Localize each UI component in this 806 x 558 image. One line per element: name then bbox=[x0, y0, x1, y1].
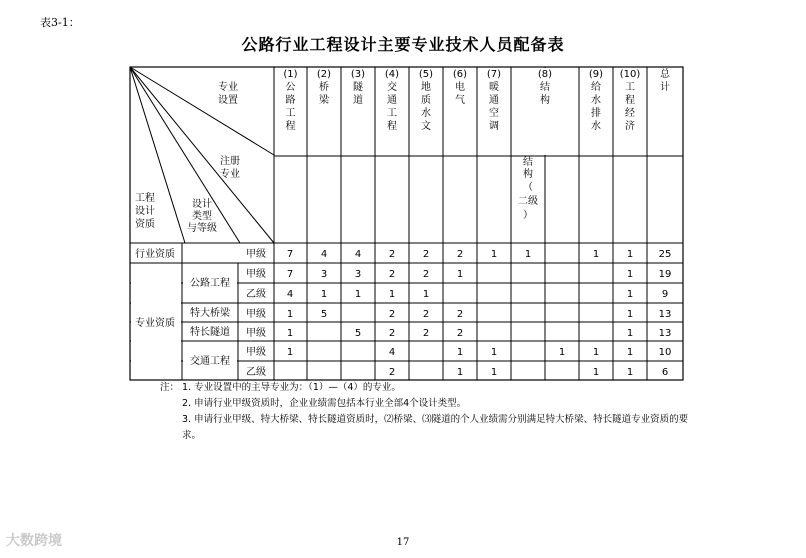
column-header-4: 程 bbox=[387, 121, 397, 132]
column-header-9: 给 bbox=[591, 82, 601, 93]
column-header-7: 调 bbox=[489, 121, 499, 132]
column-number: (10) bbox=[619, 69, 641, 80]
major-setting-label: 设置 bbox=[218, 95, 238, 106]
qualification-label: 资质 bbox=[135, 219, 155, 230]
table-cell: 1 bbox=[626, 289, 634, 300]
sub-label-bridge: 特大桥梁 bbox=[190, 308, 230, 319]
column-header-5: 水 bbox=[421, 108, 431, 119]
page-number: 17 bbox=[396, 537, 410, 548]
table-cell: 7 bbox=[286, 269, 294, 280]
column-header-7: 空 bbox=[489, 108, 499, 119]
table-cell: 1 bbox=[592, 249, 600, 260]
sub-label-traffic: 交通工程 bbox=[190, 356, 230, 367]
table-cell: 2 bbox=[388, 249, 396, 260]
qualification-label: 设计 bbox=[135, 206, 155, 217]
grade-label: 乙级 bbox=[246, 289, 266, 300]
column-header-5: 质 bbox=[421, 95, 431, 106]
column-number: (9) bbox=[588, 69, 604, 80]
registered-major-label: 注册 bbox=[220, 156, 240, 167]
grade-label: 甲级 bbox=[246, 249, 266, 260]
grade-label: 甲级 bbox=[246, 269, 266, 280]
grade-label: 甲级 bbox=[246, 328, 266, 339]
table-cell: 13 bbox=[658, 328, 672, 339]
column-header-10: 经 bbox=[625, 108, 635, 119]
table-cell: 4 bbox=[354, 249, 362, 260]
column-number: (4) bbox=[384, 69, 400, 80]
table-cell: 2 bbox=[456, 328, 464, 339]
grade-label: 甲级 bbox=[246, 309, 266, 320]
table-cell: 2 bbox=[456, 249, 464, 260]
column-header-7: 暖 bbox=[489, 82, 499, 93]
table-cell: 2 bbox=[388, 309, 396, 320]
table-cell: 2 bbox=[388, 269, 396, 280]
notes-prefix: 注： bbox=[160, 382, 180, 393]
table-cell: 2 bbox=[422, 328, 430, 339]
table-cell: 4 bbox=[320, 249, 328, 260]
column-header-10: 程 bbox=[625, 95, 635, 106]
table-cell: 1 bbox=[626, 347, 634, 358]
page-title: 公路行业工程设计主要专业技术人员配备表 bbox=[241, 35, 565, 54]
column-header-4: 交 bbox=[387, 82, 397, 93]
column-header-3: 道 bbox=[353, 95, 363, 106]
table-cell: 2 bbox=[422, 249, 430, 260]
note-1 bbox=[160, 380, 702, 396]
sub-label-highway: 公路工程 bbox=[190, 278, 230, 289]
header-diagonal bbox=[130, 67, 274, 155]
sub-structure-label: 构 bbox=[523, 169, 533, 180]
column-header-11: 计 bbox=[660, 82, 670, 93]
column-header-1: 路 bbox=[285, 95, 296, 106]
column-number: (3) bbox=[350, 69, 366, 80]
column-header-10: 济 bbox=[625, 121, 635, 132]
column-header-1: 工 bbox=[285, 108, 296, 119]
column-header-4: 工 bbox=[387, 108, 397, 119]
table-cell: 1 bbox=[286, 309, 294, 320]
column-header-8: 构 bbox=[540, 95, 550, 106]
table-cell: 4 bbox=[286, 289, 294, 300]
table-cell: 4 bbox=[388, 347, 396, 358]
table-cell: 1 bbox=[490, 347, 498, 358]
column-header-9: 水 bbox=[591, 95, 601, 106]
design-type-label: 设计 bbox=[192, 199, 212, 210]
column-header-1: 程 bbox=[285, 121, 296, 132]
sub-structure-label: 结 bbox=[523, 157, 533, 168]
table-cell: 1 bbox=[626, 328, 634, 339]
column-header-6: 电 bbox=[455, 82, 465, 93]
table-cell: 1 bbox=[456, 367, 464, 378]
note-1-text: 1. 专业设置中的主导专业为：（1）—（4）的专业。 bbox=[182, 382, 401, 393]
table-cell: 2 bbox=[388, 367, 396, 378]
column-number: (2) bbox=[316, 69, 332, 80]
table-cell: 5 bbox=[320, 309, 328, 320]
table-cell: 3 bbox=[320, 269, 328, 280]
column-number: (6) bbox=[452, 69, 468, 80]
table-cell: 2 bbox=[456, 309, 464, 320]
column-header-9: 水 bbox=[591, 121, 601, 132]
table-label: 表3-1： bbox=[40, 16, 80, 29]
table-cell: 1 bbox=[490, 367, 498, 378]
table-cell: 1 bbox=[558, 347, 566, 358]
column-header-2: 桥 bbox=[319, 82, 329, 93]
table-cell: 1 bbox=[286, 347, 294, 358]
table-cell: 1 bbox=[286, 328, 294, 339]
notes bbox=[160, 380, 702, 444]
column-header-9: 排 bbox=[591, 108, 601, 119]
sub-structure-label: ） bbox=[523, 210, 533, 221]
table-cell: 6 bbox=[661, 367, 669, 378]
table-cell: 9 bbox=[661, 289, 669, 300]
table-cell: 2 bbox=[388, 328, 396, 339]
table-cell: 1 bbox=[422, 289, 430, 300]
column-header-2: 梁 bbox=[319, 95, 329, 106]
column-number: (7) bbox=[486, 69, 502, 80]
design-type-label: 类型 bbox=[192, 211, 212, 222]
column-header-5: 地 bbox=[421, 82, 431, 93]
registered-major-label: 专业 bbox=[220, 169, 240, 180]
table-cell: 1 bbox=[626, 249, 634, 260]
grade-label: 甲级 bbox=[246, 347, 266, 358]
group-label-professional: 专业资质 bbox=[135, 318, 175, 329]
note-2 bbox=[160, 396, 702, 412]
column-number: (5) bbox=[418, 69, 434, 80]
column-header-1: 公 bbox=[285, 82, 296, 93]
table-cell: 1 bbox=[592, 367, 600, 378]
table-cell: 25 bbox=[658, 249, 672, 260]
table-cell: 10 bbox=[658, 347, 672, 358]
column-header-6: 气 bbox=[455, 95, 465, 106]
table-cell: 13 bbox=[658, 309, 672, 320]
table-cell: 1 bbox=[320, 289, 328, 300]
watermark-logo: 大数跨境 bbox=[6, 533, 62, 549]
note-2-text: 2. 申请行业甲级资质时，企业业绩需包括本行业全部4个设计类型。 bbox=[182, 398, 467, 409]
table-cell: 1 bbox=[490, 249, 498, 260]
table-cell: 1 bbox=[456, 347, 464, 358]
column-header-4: 通 bbox=[387, 95, 397, 106]
table-cell: 1 bbox=[456, 269, 464, 280]
column-header-7: 通 bbox=[489, 95, 499, 106]
sub-structure-label: （ bbox=[523, 182, 533, 193]
sub-structure-label: 二级 bbox=[518, 196, 538, 207]
column-number: (8) bbox=[537, 69, 553, 80]
sub-label-tunnel: 特长隧道 bbox=[190, 327, 230, 338]
note-3-text: 3. 申请行业甲级、特大桥梁、特长隧道资质时，⑵桥梁、⑶隧道的个人业绩需分别满足特大桥梁、特长隧道专业资质的要求。 bbox=[182, 414, 689, 441]
table-cell: 2 bbox=[422, 309, 430, 320]
table-cell: 1 bbox=[626, 367, 634, 378]
column-header-8: 结 bbox=[540, 82, 550, 93]
table-cell: 1 bbox=[524, 249, 532, 260]
table-cell: 5 bbox=[354, 328, 362, 339]
design-type-label: 与等级 bbox=[187, 223, 217, 234]
table-cell: 19 bbox=[658, 269, 672, 280]
qualification-label: 工程 bbox=[135, 193, 155, 204]
column-number: (1) bbox=[283, 69, 298, 80]
table-cell: 1 bbox=[388, 289, 396, 300]
table-cell: 1 bbox=[626, 309, 634, 320]
table-cell: 2 bbox=[422, 269, 430, 280]
grade-label: 乙级 bbox=[246, 367, 266, 378]
table-cell: 1 bbox=[354, 289, 362, 300]
column-header-3: 隧 bbox=[353, 82, 363, 93]
table-cell: 3 bbox=[354, 269, 362, 280]
column-header-11: 总 bbox=[660, 69, 670, 80]
group-label-industry: 行业资质 bbox=[135, 249, 175, 260]
table-cell: 1 bbox=[626, 269, 634, 280]
major-setting-label: 专业 bbox=[218, 82, 238, 93]
column-header-5: 文 bbox=[421, 121, 431, 132]
note-3 bbox=[160, 412, 702, 444]
table-cell: 1 bbox=[592, 347, 600, 358]
column-header-10: 工 bbox=[625, 82, 635, 93]
table-cell: 7 bbox=[286, 249, 294, 260]
